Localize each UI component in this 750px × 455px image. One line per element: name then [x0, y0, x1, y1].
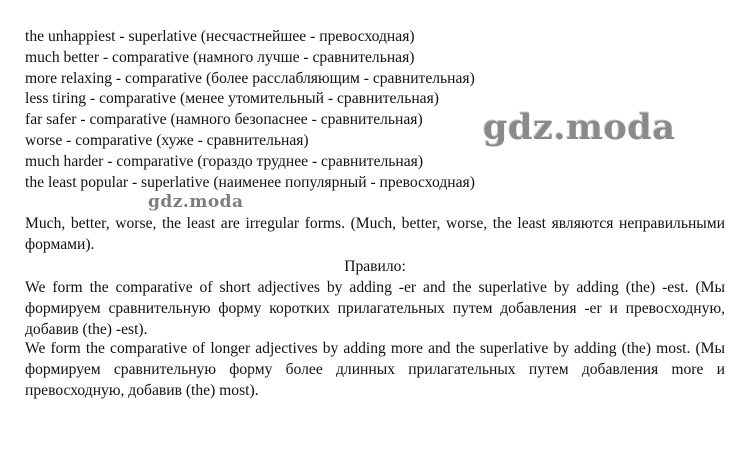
example-line: much harder - comparative (гораздо труднее - сравнительная) — [25, 152, 424, 170]
watermark-small: gdz.moda — [148, 192, 244, 212]
example-line: less tiring - comparative (менее утомительный - сравнительная) — [25, 90, 439, 108]
example-line: much better - comparative (намного лучше - сравнительная) — [25, 48, 415, 66]
example-line: the unhappiest - superlative (несчастнейшее - превосходная) — [25, 28, 415, 45]
irregular-forms-note: Much, better, worse, the least are irregular forms. (Much, better, worse, the least являются неправильными формами). — [25, 215, 725, 253]
rule-heading: Правило: — [344, 258, 406, 275]
examples-list — [25, 27, 475, 193]
watermark-large: gdz.moda — [483, 107, 676, 148]
example-line: the least popular - superlative (наименее популярный - превосходная) — [25, 173, 475, 191]
example-line: far safer - comparative (намного безопаснее - сравнительная) — [25, 111, 423, 129]
example-line: more relaxing - comparative (более расслабляющим - сравнительная) — [25, 69, 475, 87]
example-line: worse - comparative (хуже - сравнительная) — [25, 131, 309, 149]
rule-long-adjectives: We form the comparative of longer adjectives by adding more and the superlative by adding (the) most. (Мы формируем сравнительную форму более длинных прилагательных путем добавления more и превосходную, добавив (the) most). — [25, 340, 725, 399]
rule-short-adjectives: We form the comparative of short adjectives by adding -er and the superlative by adding (the) -est. (Мы формируем сравнительную форму коротких прилагательных путем добавления -er и превосходную, добавив (the) -est). — [25, 279, 725, 338]
